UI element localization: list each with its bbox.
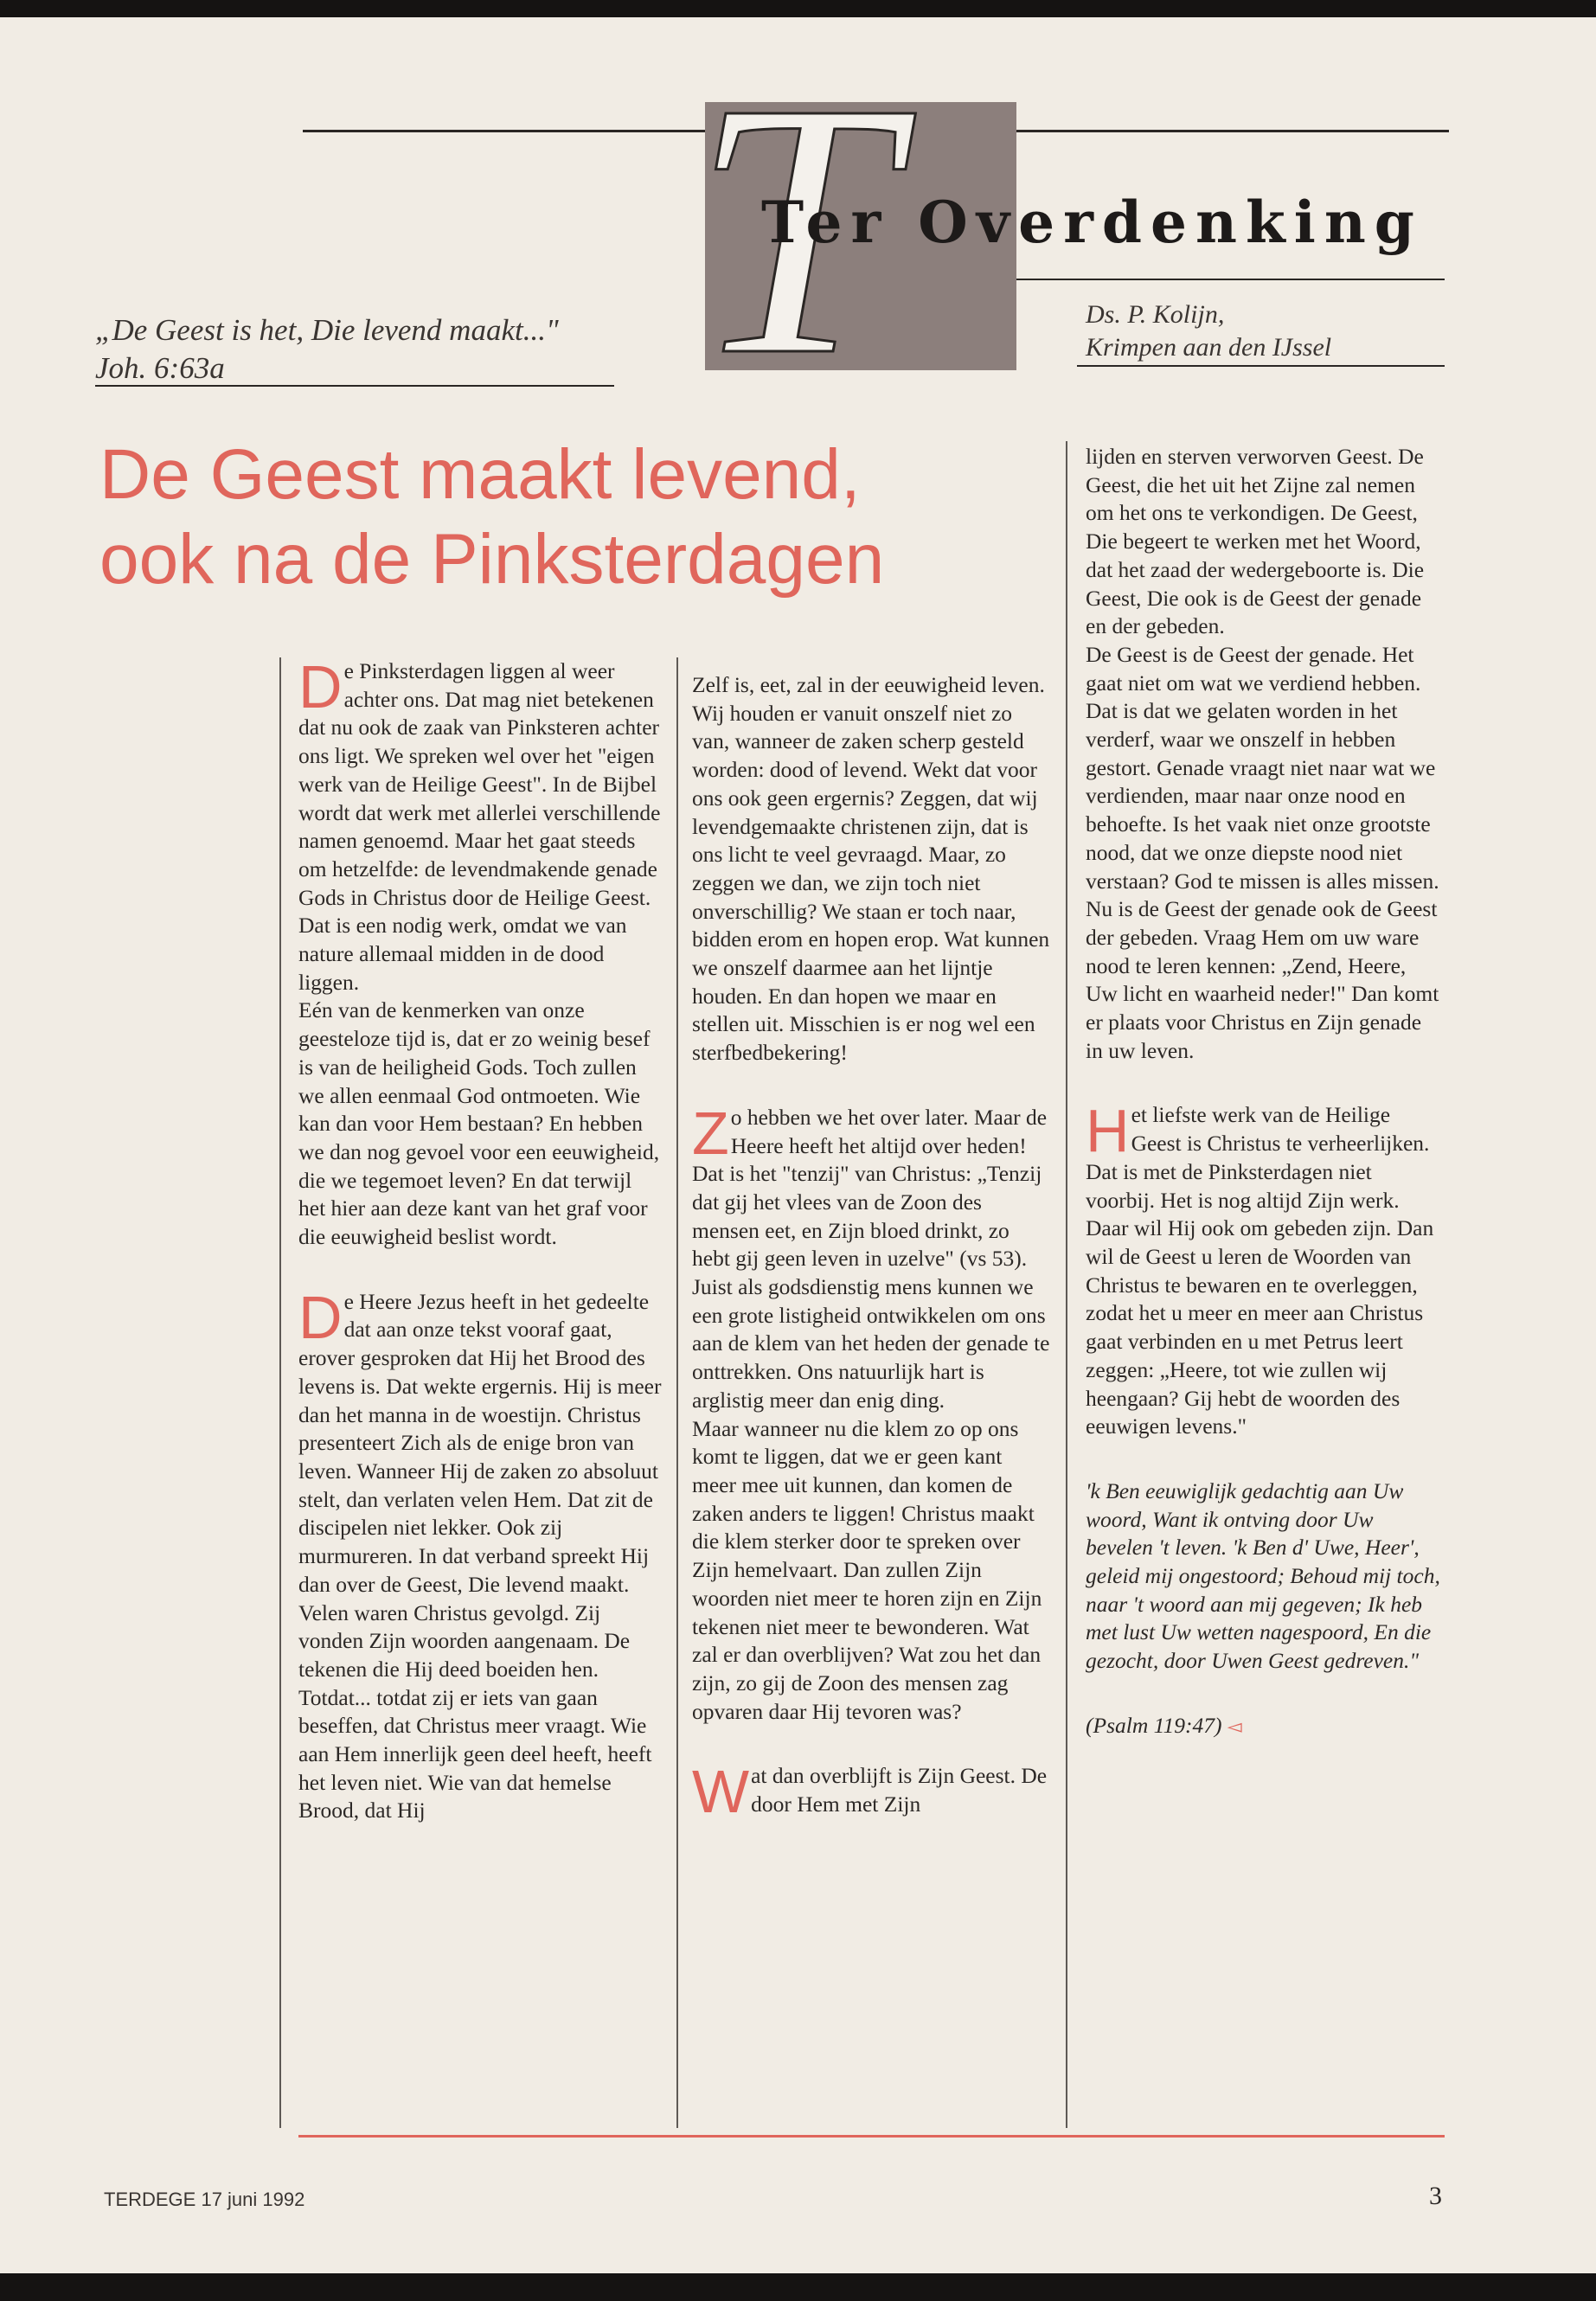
paragraph-text: et liefste werk van de Heilige Geest is Christus te verheerlijken. Dat is met de Pinksterdagen niet voorbij. Het is nog altijd Zijn werk. Daar wil Hij ook om gebeden zijn. Dan wil de Geest u leren de Woorden van Christus te bewaren en te overleggen, zodat het u meer en meer aan Christus gaat verbinden en u met Petrus leert zeggen: „Heere, tot wie zullen wij heengaan? Gij hebt de woorden des eeuwigen levens." <box>1086 1102 1434 1439</box>
top-border <box>0 0 1596 17</box>
paragraph-text: at dan overblijft is Zijn Geest. De door Hem met Zijn <box>751 1763 1048 1817</box>
paragraph <box>298 653 662 997</box>
quote-reference: Joh. 6:63a <box>95 351 225 385</box>
bottom-border <box>0 2273 1596 2301</box>
paragraph-text: e Heere Jezus heeft in het gedeelte dat aan onze tekst vooraf gaat, erover gesproken dat Hij het Brood des levens is. Dat wekte ergernis. Hij is meer dan het manna in de woestijn. Christus presenteert Zich als de enige bron van leven. Wanneer Hij de zaken zo absoluut stelt, dan verlaten velen Hem. Dat zit de discipelen niet lekker. Ook zij murmureren. In dat verband spreekt Hij dan over de Geest, Die levend maakt. <box>298 1288 662 1597</box>
page-number: 3 <box>1429 2182 1442 2210</box>
drop-cap: D <box>298 1283 343 1351</box>
column-rule-left <box>279 657 281 2128</box>
psalm-reference-line <box>1086 1712 1440 1741</box>
bottom-accent-rule <box>298 2135 1445 2138</box>
author-rule <box>1077 365 1445 367</box>
headline-line-2: ook na de Pinksterdagen <box>99 520 885 599</box>
column-rule-right <box>1066 441 1067 2128</box>
paragraph: lijden en sterven verworven Geest. De Geest, die het uit het Zijne zal nemen om het ons te verkondigen. De Geest, Die begeert te werken met het Woord, dat het zaad der wedergeboorte is. Die Geest, Die ook is de Geest der genade en der gebeden. <box>1086 444 1425 639</box>
quote-text: „De Geest is het, Die levend maakt..." <box>95 313 559 347</box>
paragraph: Velen waren Christus gevolgd. Zij vonden Zijn woorden aangenaam. De tekenen die Hij deed boeiden hen. Totdat... totdat zij er iets van gaan beseffen, dat Christus meer vraagt. Wie aan Hem innerlijk geen deel heeft, heeft het leven niet. Wie van dat hemelse Brood, dat Hij <box>298 1599 652 1823</box>
bible-quote <box>95 311 559 388</box>
paragraph <box>692 1758 1051 1826</box>
author-block <box>1086 298 1331 364</box>
article-headline <box>99 433 1068 602</box>
column-rule-mid <box>676 657 678 2128</box>
paragraph: Zelf is, eet, zal in der eeuwigheid leven. Wij houden er vanuit onszelf niet zo van, wanneer de zaken scherp gesteld worden: dood of levend. Wekt dat voor ons ook geen ergernis? Zeggen, dat wij levendgemaakte christenen zijn, dat is ons licht te veel gevraagd. Maar, zo zeggen we dan, we zijn toch niet onverschillig? We staan er toch naar, bidden erom en hopen erop. Wat kunnen we onszelf daarmee aan het lijntje houden. En dan hopen we maar en stellen uit. Misschien is er nog wel een sterfbedbekering! <box>692 672 1050 1066</box>
author-location: Krimpen aan den IJssel <box>1086 333 1332 362</box>
logo-letter: T <box>692 28 894 430</box>
paragraph <box>1086 1097 1440 1440</box>
drop-cap: Z <box>692 1099 729 1167</box>
drop-cap: H <box>1086 1097 1130 1165</box>
paragraph: Maar wanneer nu die klem zo op ons komt te liggen, dat we er geen kant meer mee uit kunnen, dan komen de zaken anders te liggen! Christus maakt die klem sterker door te spreken over Zijn hemelvaart. Dan zullen Zijn woorden niet meer te horen zijn en Zijn tekenen niet meer te bewonderen. Wat zal er dan overblijven? Wat zou het dan zijn, zo gij de Zoon des mensen zag opvaren daar Hij tevoren was? <box>692 1415 1042 1724</box>
paragraph <box>298 1283 662 1599</box>
article-column-1 <box>298 653 662 1825</box>
article-column-3 <box>1086 443 1440 1741</box>
author-name: Ds. P. Kolijn, <box>1086 300 1225 329</box>
drop-cap: W <box>692 1758 750 1826</box>
paragraph-text: e Pinksterdagen liggen al weer achter ons. Dat mag niet betekenen dat nu ook de zaak van Pinksteren achter ons ligt. We spreken wel over het "eigen werk van de Heilige Geest". In de Bijbel wordt dat werk met allerlei verschillende namen genoemd. Maar het gaat steeds om hetzelfde: de levendmakende genade Gods in Christus door de Heilige Geest. Dat is een nodig werk, omdat we van nature allemaal midden in de dood liggen. <box>298 658 661 995</box>
paragraph: Eén van de kenmerken van onze geesteloze tijd is, dat er zo weinig besef is van de heiligheid Gods. Toch zullen we allen eenmaal God ontmoeten. Wie kan dan voor Hem bestaan? En hebben we dan nog gevoel voor een eeuwigheid, die we tegemoet leven? En dat terwijl het hier aan deze kant van het graf voor die eeuwigheid beslist wordt. <box>298 997 660 1250</box>
section-kicker: Ter Overdenking <box>761 189 1423 256</box>
paragraph-text: o hebben we het over later. Maar de Heere heeft het altijd over heden! Dat is het "tenzij" van Christus: „Tenzij dat gij het vlees van de Zoon des mensen eet, en Zijn bloed drinkt, zo hebt gij geen leven in uzelve" (vs 53). Juist als godsdienstig mens kunnen we een grote listigheid ontwikkelen om ons aan de klem van het heden der genade te onttrekken. Ons natuurlijk hart is arglistig meer dan enig ding. <box>692 1104 1050 1413</box>
psalm-reference: (Psalm 119:47) <box>1086 1712 1222 1738</box>
psalm-verse: 'k Ben eeuwiglijk gedachtig aan Uw woord, Want ik ontving door Uw bevelen 't leven. 'k Ben d' Uwe, Heer', geleid mij ongestoord; Behoud mij toch, naar 't woord aan mij gegeven; Ik heb met lust Uw wetten nagespoord, En die gezocht, door Uwen Geest gedreven." <box>1086 1477 1440 1674</box>
paragraph: Nu is de Geest der genade ook de Geest der gebeden. Vraag Hem om uw ware nood te leren kennen: „Zend, Heere, Uw licht en waarheid neder!" Dan komt er plaats voor Christus en Zijn genade in uw leven. <box>1086 896 1439 1063</box>
paragraph: De Geest is de Geest der genade. Het gaat niet om wat we verdiend hebben. Dat is dat we gelaten worden in het verderf, waar we onszelf in hebben gestort. Genade vraagt niet naar wat we verdienden, maar naar onze nood en behoefte. Is het vaak niet onze grootste nood, dat we onze diepste nood niet verstaan? God te missen is alles missen. <box>1086 641 1439 894</box>
end-mark-icon: ◅ <box>1227 1715 1242 1737</box>
article-column-2 <box>692 671 1051 1826</box>
drop-cap: D <box>298 653 343 721</box>
footer-publication: TERDEGE 17 juni 1992 <box>104 2189 305 2210</box>
headline-line-1: De Geest maakt levend, <box>99 435 861 514</box>
paragraph <box>692 1099 1051 1415</box>
